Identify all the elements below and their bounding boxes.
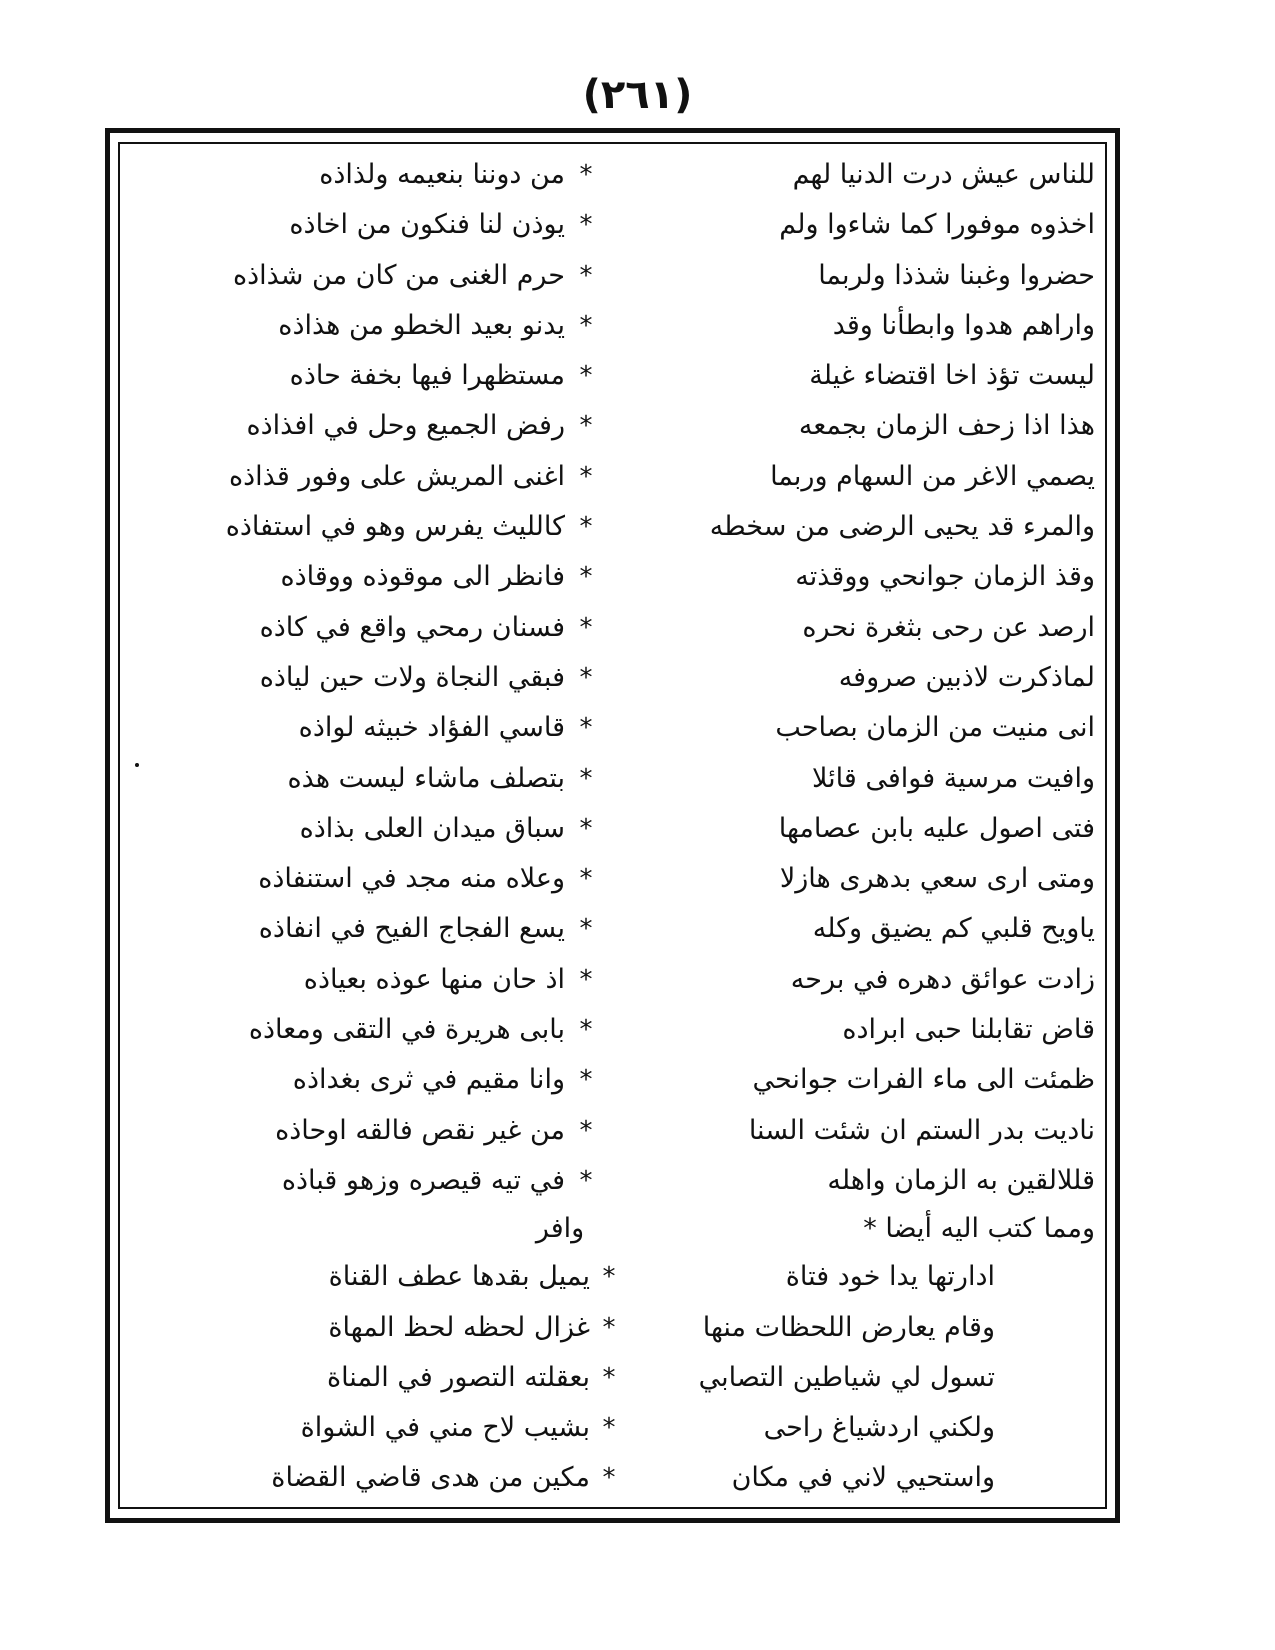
verse-first-hemistich: قللالقين به الزمان واهله <box>827 1164 1095 1196</box>
hemistich-separator: * <box>579 864 593 895</box>
verse-line <box>130 200 1095 250</box>
verse-first-hemistich: والمرء قد يحيى الرضى من سخطه <box>709 511 1095 543</box>
verse-second-hemistich: رفض الجميع وحل في افذاذه <box>246 410 565 442</box>
verse-first-hemistich: ومتى ارى سعي بدهرى هازلا <box>779 863 1095 895</box>
poem-body <box>130 150 1095 1504</box>
verse-second-hemistich: فسنان رمحي واقع في كاذه <box>259 611 565 643</box>
verse-second-hemistich: يوذن لنا فنكون من اخاذه <box>289 209 565 241</box>
verse-line <box>130 1303 1095 1353</box>
verse-second-hemistich: غزال لحظه لحظ المهاة <box>328 1311 590 1343</box>
verse-first-hemistich: يصمي الاغر من السهام وربما <box>770 460 1095 492</box>
verse-second-hemistich: سباق ميدان العلى بذاذه <box>299 812 565 844</box>
verse-second-hemistich: بشيب لاح مني في الشواة <box>300 1412 590 1444</box>
hemistich-separator: * <box>579 310 593 341</box>
verse-second-hemistich: قاسي الفؤاد خبيثه لواذه <box>298 712 565 744</box>
verse-first-hemistich: وقذ الزمان جوانحي ووقذته <box>795 561 1095 593</box>
verse-second-hemistich: بابى هريرة في التقى ومعاذه <box>248 1014 565 1046</box>
verse-line <box>130 150 1095 200</box>
verse-first-hemistich: ادارتها يدا خود فتاة <box>785 1261 995 1293</box>
verse-second-hemistich: حرم الغنى من كان من شذاذه <box>232 259 565 291</box>
verse-second-hemistich: يدنو بعيد الخطو من هذاذه <box>278 309 565 341</box>
hemistich-separator: * <box>579 260 593 291</box>
hemistich-separator: * <box>579 512 593 543</box>
verse-line <box>130 351 1095 401</box>
verse-first-hemistich: وقام يعارض اللحظات منها <box>702 1311 995 1343</box>
hemistich-separator: * <box>579 361 593 392</box>
verse-first-hemistich: للناس عيش درت الدنيا لهم <box>792 159 1095 190</box>
verse-line <box>130 552 1095 602</box>
verse-first-hemistich: ارصد عن رحى بثغرة نحره <box>802 611 1095 643</box>
verse-line <box>130 1106 1095 1156</box>
verse-second-hemistich: في تيه قيصره وزهو قباذه <box>281 1164 565 1196</box>
verse-line <box>130 401 1095 451</box>
verse-line <box>130 502 1095 552</box>
hemistich-separator: * <box>579 662 593 693</box>
verse-first-hemistich: زادت عوائق دهره في برحه <box>790 963 1095 995</box>
verse-line <box>130 1156 1095 1206</box>
hemistich-separator: * <box>579 562 593 593</box>
verse-first-hemistich: وافيت مرسية فوافى قائلا <box>812 762 1095 794</box>
poem-heading: ومما كتب اليه أيضا * <box>863 1213 1095 1245</box>
verse-second-hemistich: وانا مقيم في ثرى بغداذه <box>292 1064 565 1096</box>
verse-first-hemistich: هذا اذا زحف الزمان بجمعه <box>798 410 1095 442</box>
verse-second-hemistich: وعلاه منه مجد في استنفاذه <box>258 863 565 895</box>
verse-second-hemistich: اغنى المريش على وفور قذاذه <box>228 460 565 492</box>
verse-first-hemistich: ليست تؤذ اخا اقتضاء غيلة <box>809 360 1095 392</box>
verse-first-hemistich: ظمئت الى ماء الفرات جوانحي <box>752 1064 1095 1096</box>
verse-second-hemistich: مستظهرا فيها بخفة حاذه <box>289 360 565 392</box>
verse-line <box>130 1403 1095 1453</box>
verse-line <box>130 754 1095 804</box>
poem-meter: وافر <box>535 1213 585 1245</box>
verse-first-hemistich: فتى اصول عليه بابن عصامها <box>778 812 1095 844</box>
hemistich-separator: * <box>602 1463 616 1494</box>
verse-line <box>130 301 1095 351</box>
poem-heading-row <box>130 1206 1095 1252</box>
hemistich-separator: * <box>579 1015 593 1046</box>
verse-line <box>130 1005 1095 1055</box>
verse-line <box>130 854 1095 904</box>
verse-first-hemistich: اخذوه موفورا كما شاءوا ولم <box>779 209 1095 241</box>
verse-second-hemistich: بتصلف ماشاء ليست هذه <box>287 762 565 794</box>
verse-second-hemistich: اذ حان منها عوذه بعياذه <box>303 963 565 995</box>
verse-first-hemistich: تسول لي شياطين التصابي <box>698 1361 995 1393</box>
hemistich-separator: * <box>602 1362 616 1393</box>
hemistich-separator: * <box>579 813 593 844</box>
hemistich-separator: * <box>579 713 593 744</box>
verse-line <box>130 452 1095 502</box>
verse-first-hemistich: واستحيي لاني في مكان <box>731 1462 995 1494</box>
hemistich-separator: * <box>579 1115 593 1146</box>
verse-second-hemistich: من دوننا بنعيمه ولذاذه <box>319 159 565 190</box>
hemistich-separator: * <box>579 964 593 995</box>
verse-second-hemistich: فبقي النجاة ولات حين لياذه <box>259 661 565 693</box>
verse-line <box>130 653 1095 703</box>
page-number: (٢٦١) <box>582 72 693 118</box>
verse-second-hemistich: يسع الفجاج الفيح في انفاذه <box>258 913 565 945</box>
verse-line <box>130 955 1095 1005</box>
verse-line <box>130 251 1095 301</box>
hemistich-separator: * <box>602 1262 616 1293</box>
hemistich-separator: * <box>579 914 593 945</box>
hemistich-separator: * <box>579 1165 593 1196</box>
hemistich-separator: * <box>579 612 593 643</box>
verse-line <box>130 804 1095 854</box>
verse-first-hemistich: ولكني اردشياغ راحى <box>763 1412 995 1444</box>
verse-line <box>130 1252 1095 1302</box>
verse-first-hemistich: قاض تقابلنا حبى ابراده <box>842 1014 1095 1046</box>
verse-first-hemistich: ناديت بدر الستم ان شئت السنا <box>748 1114 1095 1146</box>
verse-second-hemistich: فانظر الى موقوذه ووقاذه <box>280 561 565 593</box>
verse-second-hemistich: مكين من هدى قاضي القضاة <box>271 1462 590 1494</box>
hemistich-separator: * <box>579 461 593 492</box>
verse-first-hemistich: واراهم هدوا وابطأنا وقد <box>832 309 1095 341</box>
verse-line <box>130 603 1095 653</box>
hemistich-separator: * <box>602 1312 616 1343</box>
verse-first-hemistich: ياويح قلبي كم يضيق وكله <box>812 913 1095 945</box>
hemistich-separator: * <box>579 160 593 190</box>
verse-second-hemistich: كالليث يفرس وهو في استفاذه <box>225 511 565 543</box>
hemistich-separator: * <box>579 411 593 442</box>
verse-first-hemistich: لماذكرت لاذبين صروفه <box>838 661 1095 693</box>
verse-first-hemistich: انى منيت من الزمان بصاحب <box>775 712 1095 744</box>
verse-line <box>130 1055 1095 1105</box>
verse-line <box>130 1453 1095 1503</box>
verse-line <box>130 703 1095 753</box>
verse-first-hemistich: حضروا وغبنا شذذا ولربما <box>818 259 1095 291</box>
hemistich-separator: * <box>602 1413 616 1444</box>
verse-second-hemistich: يميل بقدها عطف القناة <box>328 1261 590 1293</box>
verse-line <box>130 1353 1095 1403</box>
verse-second-hemistich: من غير نقص فالقه اوحاذه <box>275 1114 565 1146</box>
hemistich-separator: * <box>579 763 593 794</box>
verse-line <box>130 904 1095 954</box>
verse-second-hemistich: بعقلته التصور في المناة <box>326 1361 590 1393</box>
hemistich-separator: * <box>579 1065 593 1096</box>
hemistich-separator: * <box>579 210 593 241</box>
